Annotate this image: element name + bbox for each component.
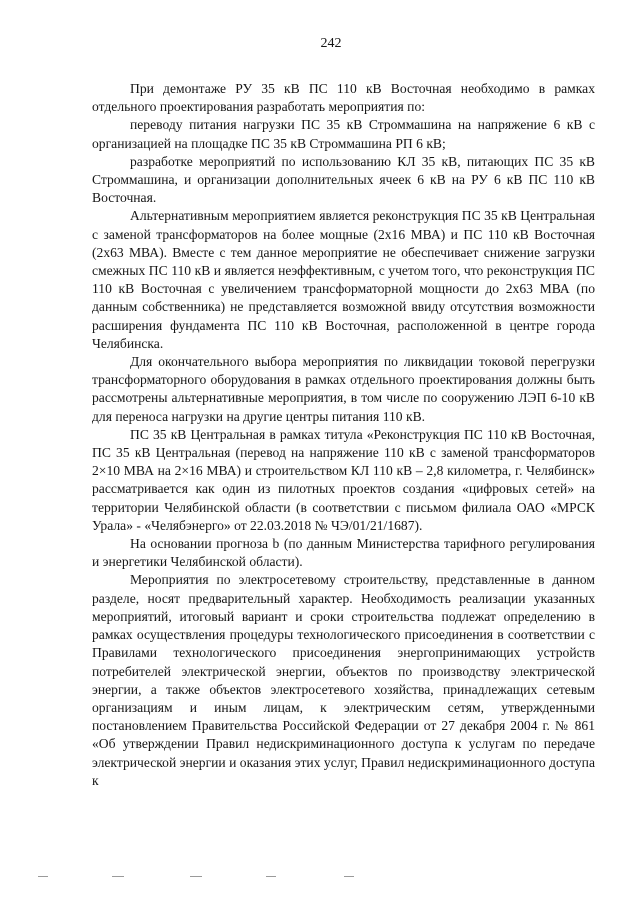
paragraph-transfer-supply: переводу питания нагрузки ПС 35 кВ Строммашина на напряжение 6 кВ с организацией на площадке ПС 35 кВ Строммашина РП 6 кВ; [92, 117, 595, 151]
scan-mark [112, 876, 124, 877]
page-number: 242 [320, 36, 342, 51]
paragraph-alternative-measure: Альтернативным мероприятием является реконструкция ПС 35 кВ Центральная с заменой трансформаторов на более мощные (2х16 МВА) и ПС 110 кВ Восточная (2х63 МВА). Вместе с тем данное мероприятие не обеспечивает снижение загрузки смежных ПС 110 кВ и является неэффективным, с учетом того, что реконструкция ПС 110 кВ Восточная с увеличением трансформаторной мощности до 2х63 МВА (по данным собственника) не представляется возможной ввиду отсутствия возможности расширения фундамента ПС 110 кВ Восточная, расположенной в центре города Челябинска. [92, 208, 595, 351]
paragraph-grid-construction: Мероприятия по электросетевому строительству, представленные в данном разделе, носят предварительный характер. Необходимость реализации указанных мероприятий, итоговый вариант и сроки строительства подлежат определению в рамках осуществления процедуры технологического присоединения в соответствии с Правилами технологического присоединения энергопринимающих устройств потребителей электрической энергии, объектов по производству электрической энергии, а также объектов электросетевого хозяйства, принадлежащих сетевым организациям и иным лицам, к электрическим сетям, утвержденными постановлением Правительства Российской Федерации от 27 декабря 2004 г. № 861 «Об утверждении Правил недискриминационного доступа к услугам по передаче электрической энергии и оказания этих услуг, Правил недискриминационного доступа к [92, 572, 595, 788]
scan-mark [190, 876, 202, 877]
paragraph-cable-lines: разработке мероприятий по использованию КЛ 35 кВ, питающих ПС 35 кВ Строммашина, и организации дополнительных ячеек 6 кВ на РУ 6 кВ ПС 110 кВ Восточная. [92, 153, 595, 206]
scan-mark [266, 876, 276, 877]
document-body [92, 80, 595, 790]
paragraph-digital-networks: ПС 35 кВ Центральная в рамках титула «Реконструкция ПС 110 кВ Восточная, ПС 35 кВ Центральная (перевод на напряжение 110 кВ с заменой трансформаторов 2×10 МВА на 2×16 МВА) и строительством КЛ 110 кВ – 2,8 километра, г. Челябинск» рассматривается как один из пилотных проектов создания «цифровых сетей» на территории Челябинской области (в соответствии с письмом филиала ОАО «МРСК Урала» - «Челябэнерго» от 22.03.2018 № ЧЭ/01/21/1687). [92, 426, 595, 533]
paragraph-dismantling-intro: При демонтаже РУ 35 кВ ПС 110 кВ Восточная необходимо в рамках отдельного проектирования разработать мероприятия по: [92, 81, 595, 115]
scan-mark [38, 876, 48, 877]
scan-mark [344, 876, 354, 877]
paragraph-forecast-basis: На основании прогноза b (по данным Министерства тарифного регулирования и энергетики Челябинской области). [92, 536, 595, 570]
footer-scan-marks [0, 876, 640, 878]
paragraph-final-selection: Для окончательного выбора мероприятия по ликвидации токовой перегрузки трансформаторного оборудования в рамках отдельного проектирования должны быть рассмотрены альтернативные мероприятия, в том числе по сооружению ЛЭП 6-10 кВ для переноса нагрузки на другие центры питания 110 кВ. [92, 354, 595, 424]
